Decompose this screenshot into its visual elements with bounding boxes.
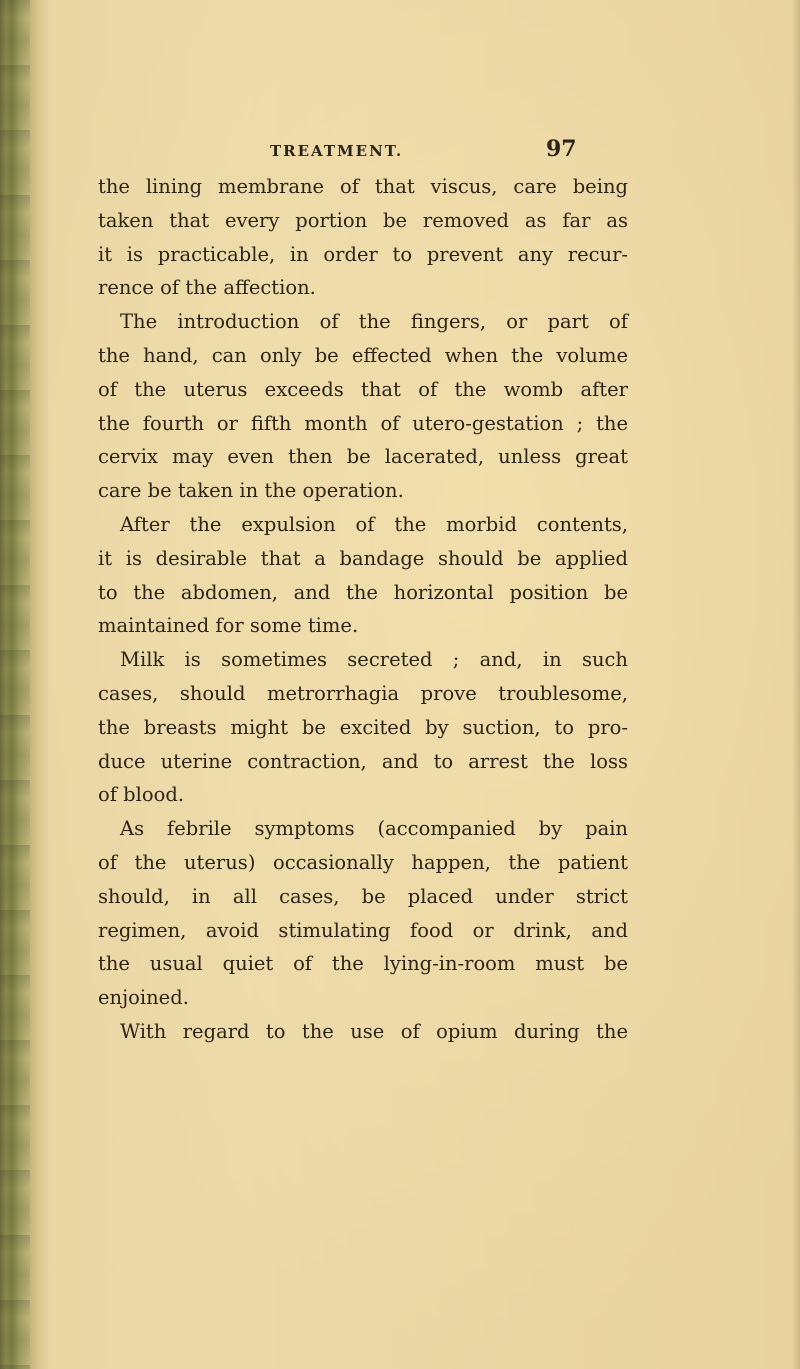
page-header — [270, 136, 580, 168]
text-line: The introduction of the fingers, or part of — [120, 310, 628, 334]
running-head: TREATMENT. — [270, 142, 404, 160]
text-line: care be taken in the operation. — [98, 479, 404, 503]
text-line: Milk is sometimes secreted ; and, in such — [120, 648, 628, 672]
text-line: should, in all cases, be placed under strict — [98, 884, 628, 908]
text-line: the lining membrane of that viscus, care being — [98, 175, 628, 198]
page-edge — [792, 0, 800, 1369]
text-line: With regard to the use of opium during the — [120, 1019, 628, 1043]
text-line: of blood. — [98, 783, 185, 807]
text-line: the hand, can only be effected when the volume — [98, 343, 628, 367]
text-line: the breasts might be excited by suction, to pro- — [98, 715, 628, 739]
binding-stain — [0, 0, 30, 1369]
text-line: of the uterus exceeds that of the womb after — [98, 377, 628, 401]
text-line: the usual quiet of the lying-in-room must be — [98, 952, 628, 976]
text-line: the fourth or fifth month of utero-gestation ; the — [98, 411, 628, 435]
text-line: regimen, avoid stimulating food or drink, and — [98, 918, 628, 942]
page-number: 97 — [546, 136, 577, 162]
text-line: taken that every portion be removed as far as — [98, 208, 628, 232]
text-line: it is desirable that a bandage should be applied — [98, 546, 628, 570]
text-line: cervix may even then be lacerated, unless great — [98, 445, 628, 469]
body-text — [98, 170, 628, 1049]
text-line: of the uterus) occasionally happen, the patient — [98, 850, 628, 874]
text-line: As febrile symptoms (accompanied by pain — [120, 817, 628, 841]
text-line: duce uterine contraction, and to arrest the loss — [98, 749, 628, 773]
text-line: enjoined. — [98, 986, 189, 1010]
text-line: cases, should metrorrhagia prove troublesome, — [98, 681, 628, 705]
text-line: to the abdomen, and the horizontal position be — [98, 580, 628, 604]
text-line: it is practicable, in order to prevent any recur- — [98, 242, 628, 266]
text-line: maintained for some time. — [98, 614, 359, 638]
text-line: rence of the affection. — [98, 276, 316, 300]
text-line: After the expulsion of the morbid contents, — [120, 512, 628, 536]
